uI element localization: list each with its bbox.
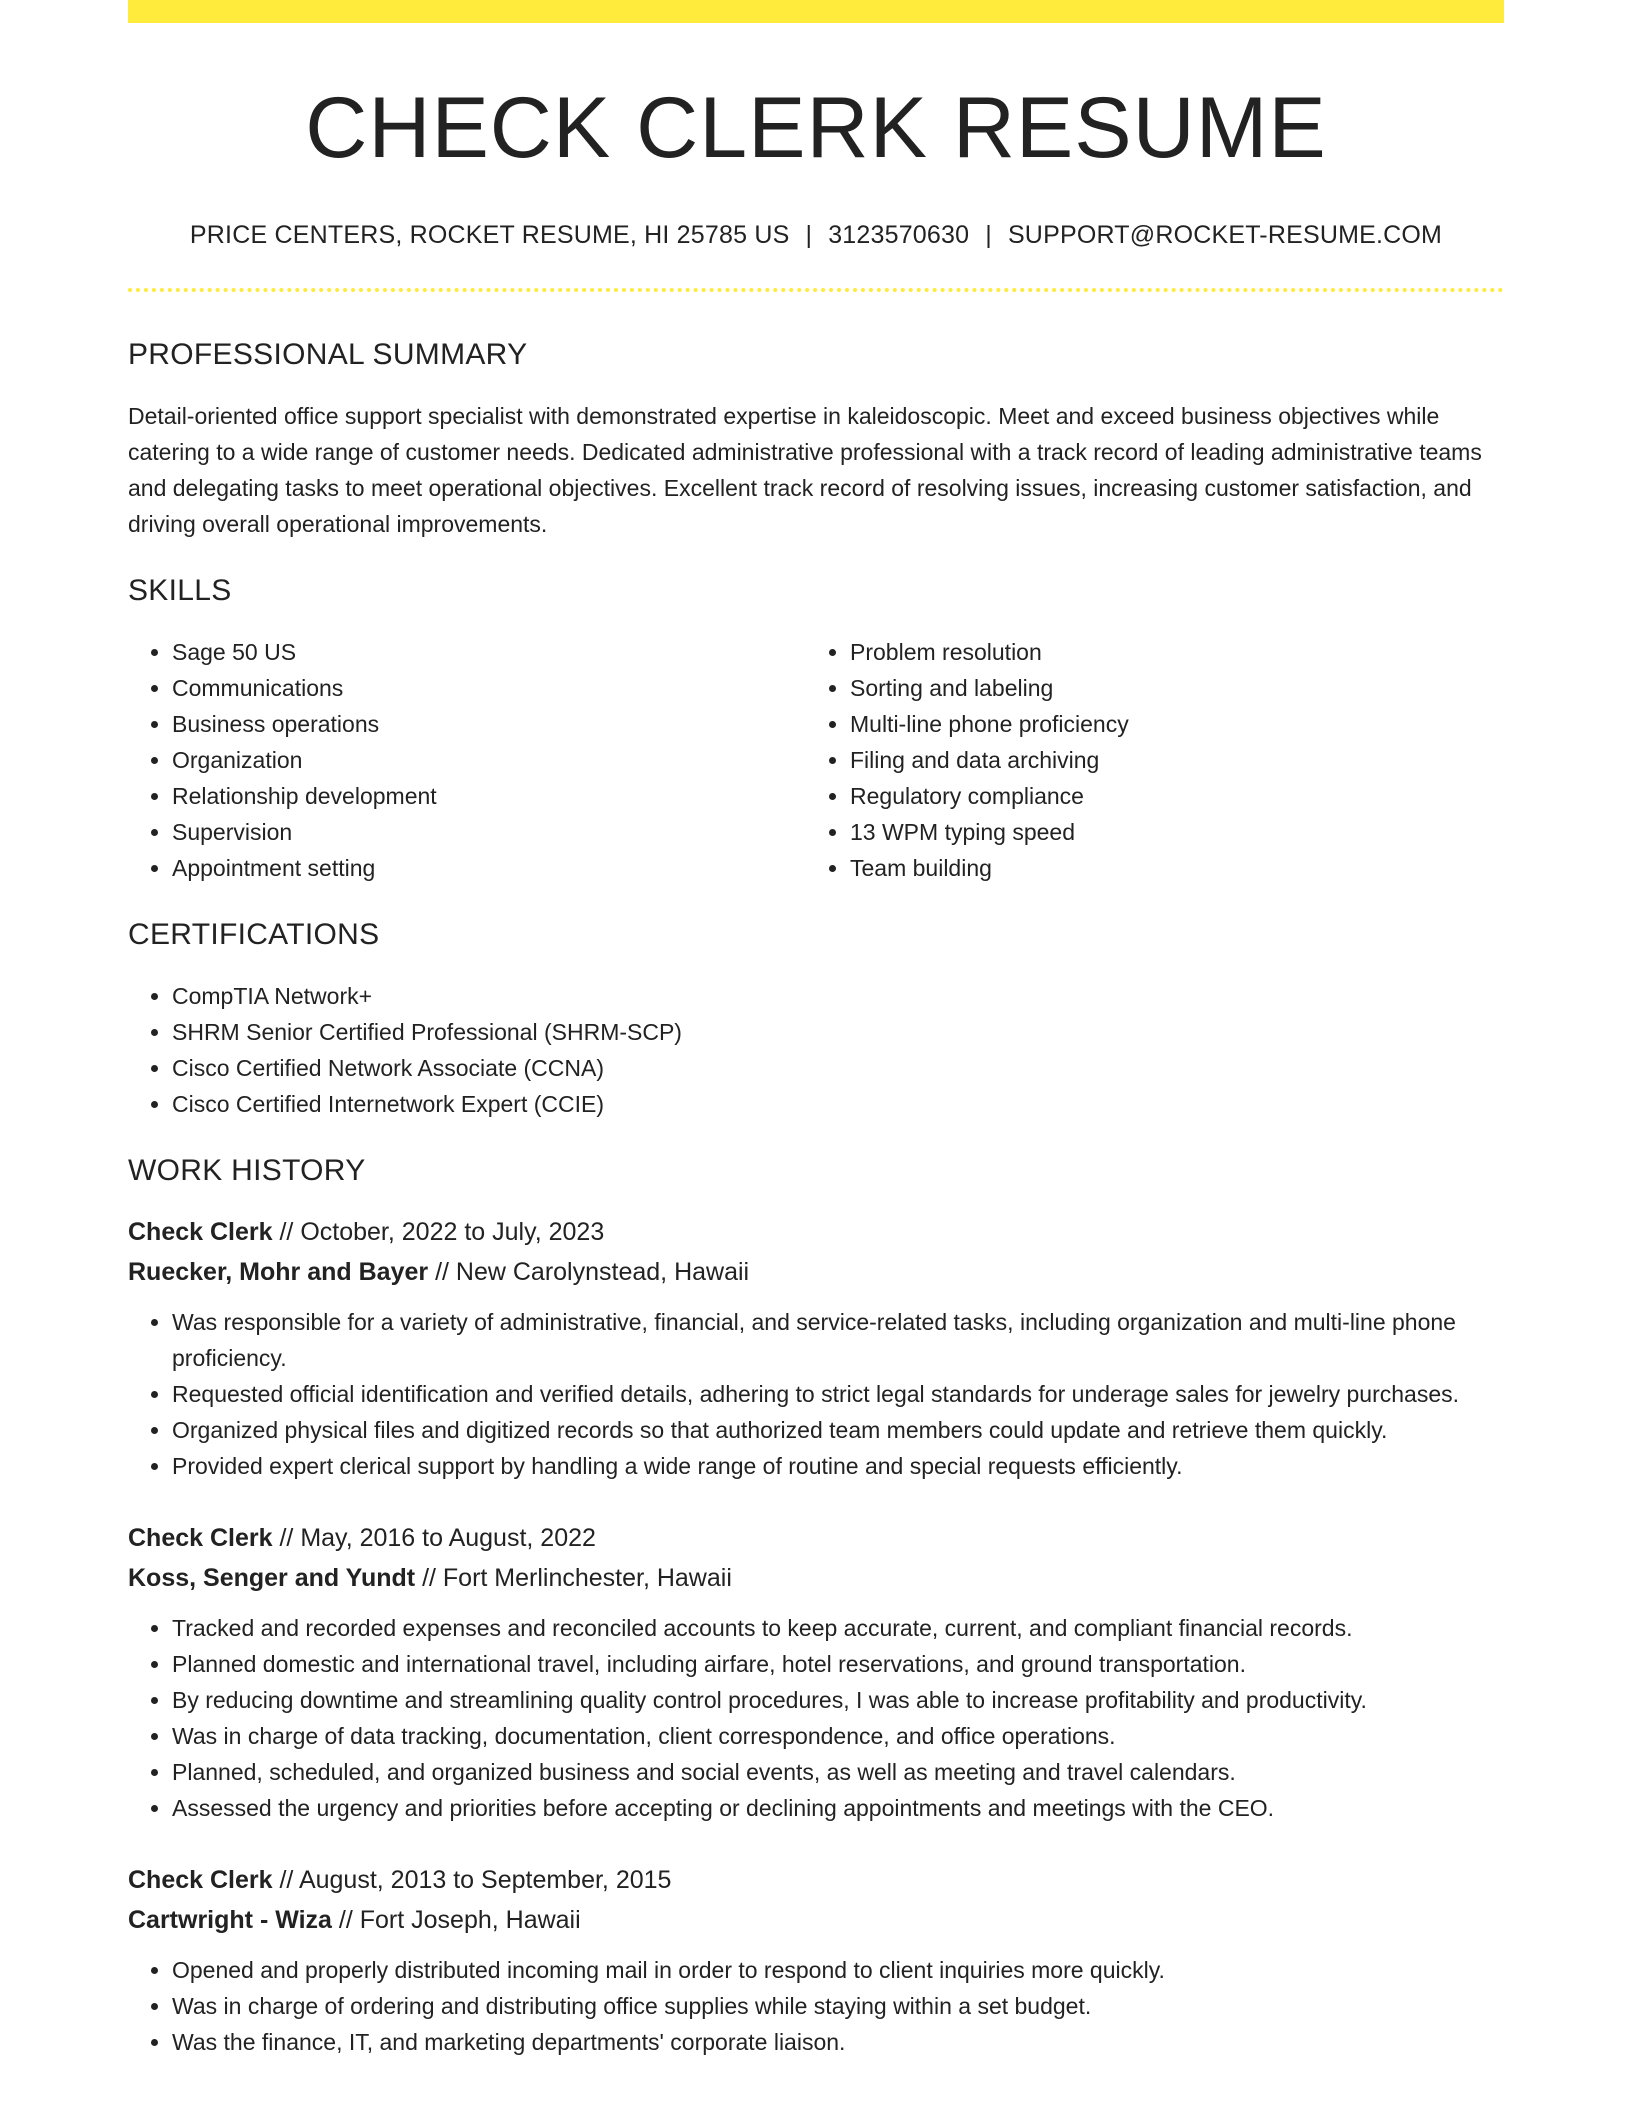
certifications-list — [128, 978, 1504, 1122]
job-title-line — [128, 1518, 1504, 1558]
job-bullets — [128, 1610, 1504, 1826]
skill-item: • 13 WPM typing speed — [850, 814, 1484, 850]
job-location: // Fort Joseph, Hawaii — [338, 1906, 581, 1934]
job-bullets — [128, 1952, 1504, 2060]
skill-item: • Appointment setting — [172, 850, 806, 886]
certification-item: • Cisco Certified Network Associate (CCNA) — [172, 1050, 1504, 1086]
job-dates: // May, 2016 to August, 2022 — [279, 1524, 596, 1552]
job-bullet: • Was in charge of ordering and distributing office supplies while staying within a set budget. — [172, 1988, 1504, 2024]
job-bullet: • Was in charge of data tracking, documentation, client correspondence, and office operations. — [172, 1718, 1504, 1754]
summary-text: Detail-oriented office support specialist with demonstrated expertise in kaleidoscopic. Meet and exceed business objectives while catering to a wide range of customer needs. Dedicated administrative professional with a track record of leading administrative teams and delegating tasks to meet operational objectives. Excellent track record of resolving issues, increasing customer satisfaction, and driving overall operational improvements. — [128, 403, 1482, 537]
skills-left-column — [128, 634, 806, 886]
job-company: Koss, Senger and Yundt — [128, 1564, 416, 1592]
resume-page — [128, 0, 1504, 2060]
contact-address: PRICE CENTERS, ROCKET RESUME, HI 25785 US — [189, 221, 790, 249]
contact-line — [128, 221, 1504, 250]
skill-item: • Sage 50 US — [172, 634, 806, 670]
skill-item: • Sorting and labeling — [850, 670, 1484, 706]
job-company-line — [128, 1252, 1504, 1292]
job-bullet: • Opened and properly distributed incoming mail in order to respond to client inquiries more quickly. — [172, 1952, 1504, 1988]
job-entry — [128, 1212, 1504, 1484]
skill-item: • Regulatory compliance — [850, 778, 1484, 814]
page-title: CHECK CLERK RESUME — [305, 80, 1327, 176]
job-bullet: • Tracked and recorded expenses and reconciled accounts to keep accurate, current, and compliant financial records. — [172, 1610, 1504, 1646]
job-bullet: • Planned, scheduled, and organized business and social events, as well as meeting and travel calendars. — [172, 1754, 1504, 1790]
skill-item: • Communications — [172, 670, 806, 706]
job-dates: // August, 2013 to September, 2015 — [279, 1866, 672, 1894]
skill-item: • Multi-line phone proficiency — [850, 706, 1484, 742]
contact-separator: | — [805, 221, 813, 249]
job-company: Ruecker, Mohr and Bayer — [128, 1258, 429, 1286]
dotted-divider — [128, 288, 1504, 292]
job-entry — [128, 1860, 1504, 2060]
skill-item: • Business operations — [172, 706, 806, 742]
job-company-line — [128, 1900, 1504, 1940]
skill-item: • Organization — [172, 742, 806, 778]
job-bullet: • Requested official identification and verified details, adhering to strict legal standards for underage sales for jewelry purchases. — [172, 1376, 1504, 1412]
job-company-line — [128, 1558, 1504, 1598]
skills-heading: SKILLS — [128, 574, 232, 607]
job-bullet: • Assessed the urgency and priorities before accepting or declining appointments and meetings with the CEO. — [172, 1790, 1504, 1826]
job-company: Cartwright - Wiza — [128, 1906, 332, 1934]
job-location: // Fort Merlinchester, Hawaii — [422, 1564, 732, 1592]
job-bullet: • By reducing downtime and streamlining quality control procedures, I was able to increase profitability and productivity. — [172, 1682, 1504, 1718]
job-dates: // October, 2022 to July, 2023 — [279, 1218, 605, 1246]
job-title: Check Clerk — [128, 1218, 273, 1246]
job-location: // New Carolynstead, Hawaii — [435, 1258, 750, 1286]
certification-item: • Cisco Certified Internetwork Expert (CCIE) — [172, 1086, 1504, 1122]
skills-right-column — [806, 634, 1484, 886]
skill-item: • Relationship development — [172, 778, 806, 814]
certification-item: • SHRM Senior Certified Professional (SHRM-SCP) — [172, 1014, 1504, 1050]
job-bullet: • Planned domestic and international travel, including airfare, hotel reservations, and ground transportation. — [172, 1646, 1504, 1682]
contact-phone: 3123570630 — [828, 221, 970, 249]
skill-item: • Problem resolution — [850, 634, 1484, 670]
work-history-heading: WORK HISTORY — [128, 1154, 366, 1187]
job-bullet: • Was responsible for a variety of administrative, financial, and service-related tasks, including organization and multi-line phone proficiency. — [172, 1304, 1504, 1376]
job-bullet: • Organized physical files and digitized records so that authorized team members could update and retrieve them quickly. — [172, 1412, 1504, 1448]
job-bullet: • Provided expert clerical support by handling a wide range of routine and special requests efficiently. — [172, 1448, 1504, 1484]
contact-email: SUPPORT@ROCKET-RESUME.COM — [1007, 221, 1443, 249]
job-entry — [128, 1518, 1504, 1826]
contact-separator: | — [985, 221, 992, 249]
job-title: Check Clerk — [128, 1524, 273, 1552]
skill-item: • Filing and data archiving — [850, 742, 1484, 778]
skills-grid — [128, 634, 1504, 886]
certification-item: • CompTIA Network+ — [172, 978, 1504, 1014]
job-title-line — [128, 1212, 1504, 1252]
job-title: Check Clerk — [128, 1866, 273, 1894]
job-bullets — [128, 1304, 1504, 1484]
job-bullet: • Was the finance, IT, and marketing departments' corporate liaison. — [172, 2024, 1504, 2060]
summary-heading: PROFESSIONAL SUMMARY — [128, 338, 528, 371]
top-accent-bar — [128, 0, 1504, 23]
skill-item: • Supervision — [172, 814, 806, 850]
certifications-heading: CERTIFICATIONS — [128, 918, 380, 951]
skill-item: • Team building — [850, 850, 1484, 886]
job-title-line — [128, 1860, 1504, 1900]
